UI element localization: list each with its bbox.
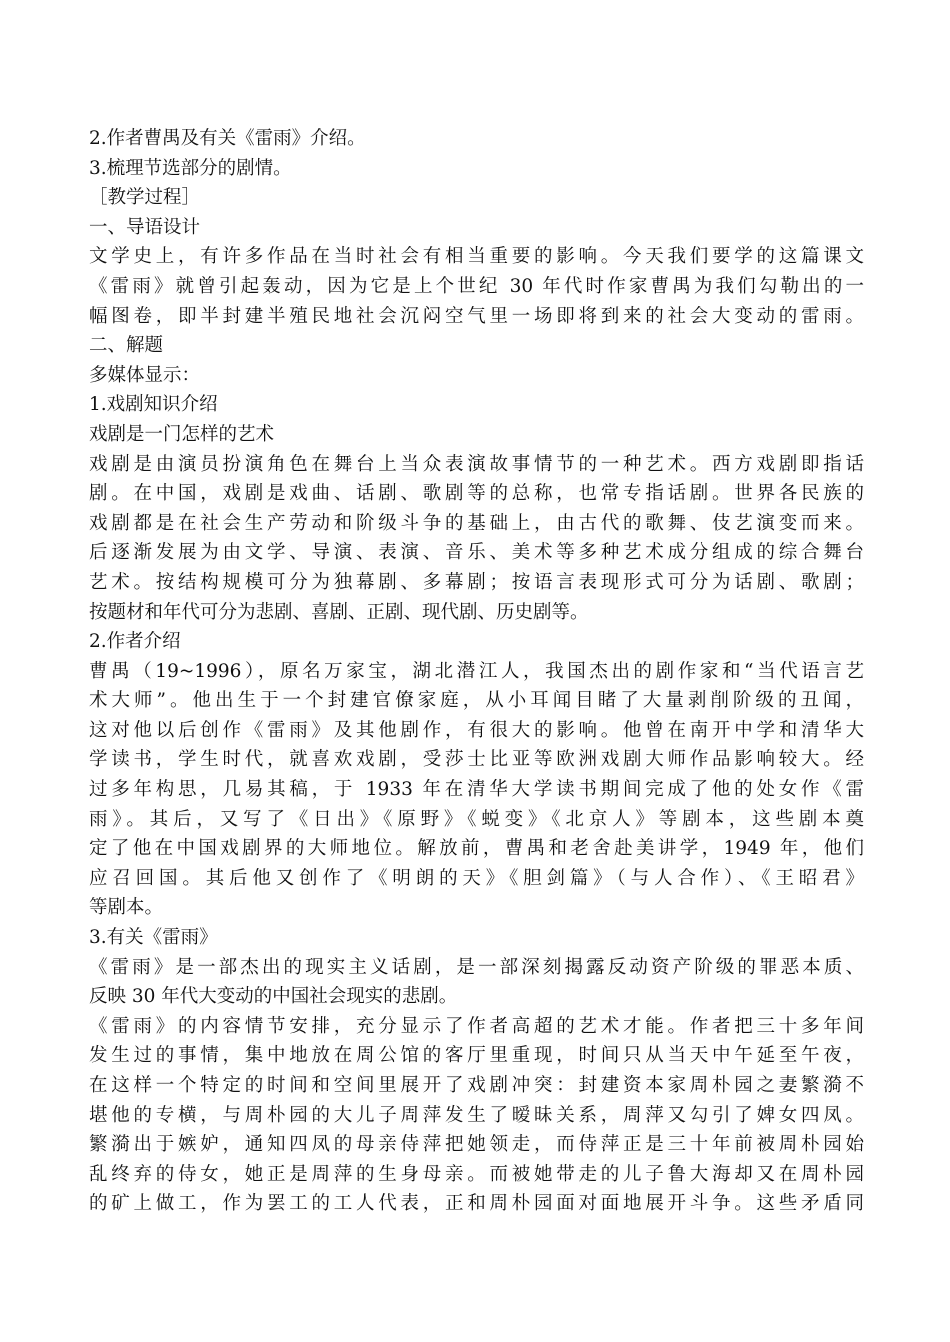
text-line-section-heading: ［教学过程］ [89,187,201,209]
text-line-paragraph: 等剧本。 [89,897,164,919]
text-line-paragraph: 多媒体显示： [89,364,201,386]
text-line-paragraph: 戏剧都是在社会生产劳动和阶级斗争的基础上，由古代的歌舞、伎艺演变而来。 [89,512,864,534]
text-line-subheading: 一、导语设计 [89,216,201,238]
text-line-paragraph: 术大师”。他出生于一个封建官僚家庭，从小耳闻目睹了大量剥削阶级的丑闻， [89,690,864,712]
text-line-paragraph: 应召回国。其后他又创作了《明朗的天》《胆剑篇》（与人合作）、《王昭君》 [89,867,864,889]
text-line-paragraph: 繁漪出于嫉妒，通知四凤的母亲侍萍把她领走，而侍萍正是三十年前被周朴园始 [89,1134,864,1156]
text-line-paragraph: 学读书，学生时代，就喜欢戏剧，受莎士比亚等欧洲戏剧大师作品影响较大。经 [89,749,864,771]
text-line-objective-item: 2.作者曹禺及有关《雷雨》介绍。 [89,128,366,149]
text-line-subheading: 2.作者介绍 [89,631,181,653]
text-line-paragraph: 过多年构思，几易其稿，于 1933 年在清华大学读书期间完成了他的处女作《雷 [89,779,864,801]
text-line-paragraph: 剧。在中国，戏剧是戏曲、话剧、歌剧等的总称，也常专指话剧。世界各民族的 [89,483,864,505]
text-line-objective-item: 3.梳理节选部分的剧情。 [89,157,292,179]
text-line-paragraph: 《雷雨》的内容情节安排，充分显示了作者高超的艺术才能。作者把三十多年间 [89,1015,864,1037]
document-page [89,124,864,1219]
text-line-subheading: 二、解题 [89,335,164,357]
text-line-paragraph: 《雷雨》就曾引起轰动，因为它是上个世纪 30 年代时作家曹禺为我们勾勒出的一 [89,275,864,297]
text-line-paragraph: 定了他在中国戏剧界的大师地位。解放前，曹禺和老舍赴美讲学，1949 年，他们 [89,838,864,860]
text-line-paragraph: 发生过的事情，集中地放在周公馆的客厅里重现，时间只从当天中午延至午夜， [89,1045,864,1067]
text-line-paragraph: 曹禺（19~1996），原名万家宝，湖北潜江人，我国杰出的剧作家和“当代语言艺 [89,660,864,682]
text-line-paragraph: 戏剧是由演员扮演角色在舞台上当众表演故事情节的一种艺术。西方戏剧即指话 [89,453,864,475]
text-line-subheading: 1.戏剧知识介绍 [89,394,218,416]
text-line-subheading: 3.有关《雷雨》 [89,927,218,949]
text-line-paragraph: 戏剧是一门怎样的艺术 [89,423,275,445]
text-line-paragraph: 在这样一个特定的时间和空间里展开了戏剧冲突：封建资本家周朴园之妻繁漪不 [89,1075,864,1096]
text-line-paragraph: 的矿上做工，作为罢工的工人代表，正和周朴园面对面地展开斗争。这些矛盾同 [89,1193,864,1215]
text-line-paragraph: 堪他的专横，与周朴园的大儿子周萍发生了暧昧关系，周萍又勾引了婢女四凤。 [89,1104,864,1126]
text-line-paragraph: 乱终弃的侍女，她正是周萍的生身母亲。而被她带走的儿子鲁大海却又在周朴园 [89,1163,864,1185]
text-line-paragraph: 后逐渐发展为由文学、导演、表演、音乐、美术等多种艺术成分组成的综合舞台 [89,542,864,564]
text-line-paragraph: 雨》。其后，又写了《日出》《原野》《蜕变》《北京人》等剧本，这些剧本奠 [89,808,864,830]
text-line-paragraph: 反映 30 年代大变动的中国社会现实的悲剧。 [89,986,458,1008]
text-line-paragraph: 《雷雨》是一部杰出的现实主义话剧，是一部深刻揭露反动资产阶级的罪恶本质、 [89,956,864,978]
text-line-paragraph: 按题材和年代可分为悲剧、喜剧、正剧、现代剧、历史剧等。 [89,601,589,623]
text-line-paragraph: 这对他以后创作《雷雨》及其他剧作，有很大的影响。他曾在南开中学和清华大 [89,719,864,741]
text-line-paragraph: 艺术。按结构规模可分为独幕剧、多幕剧；按语言表现形式可分为话剧、歌剧； [89,571,864,593]
text-line-paragraph: 文学史上，有许多作品在当时社会有相当重要的影响。今天我们要学的这篇课文 [89,246,864,268]
text-line-paragraph: 幅图卷，即半封建半殖民地社会沉闷空气里一场即将到来的社会大变动的雷雨。 [89,305,864,327]
